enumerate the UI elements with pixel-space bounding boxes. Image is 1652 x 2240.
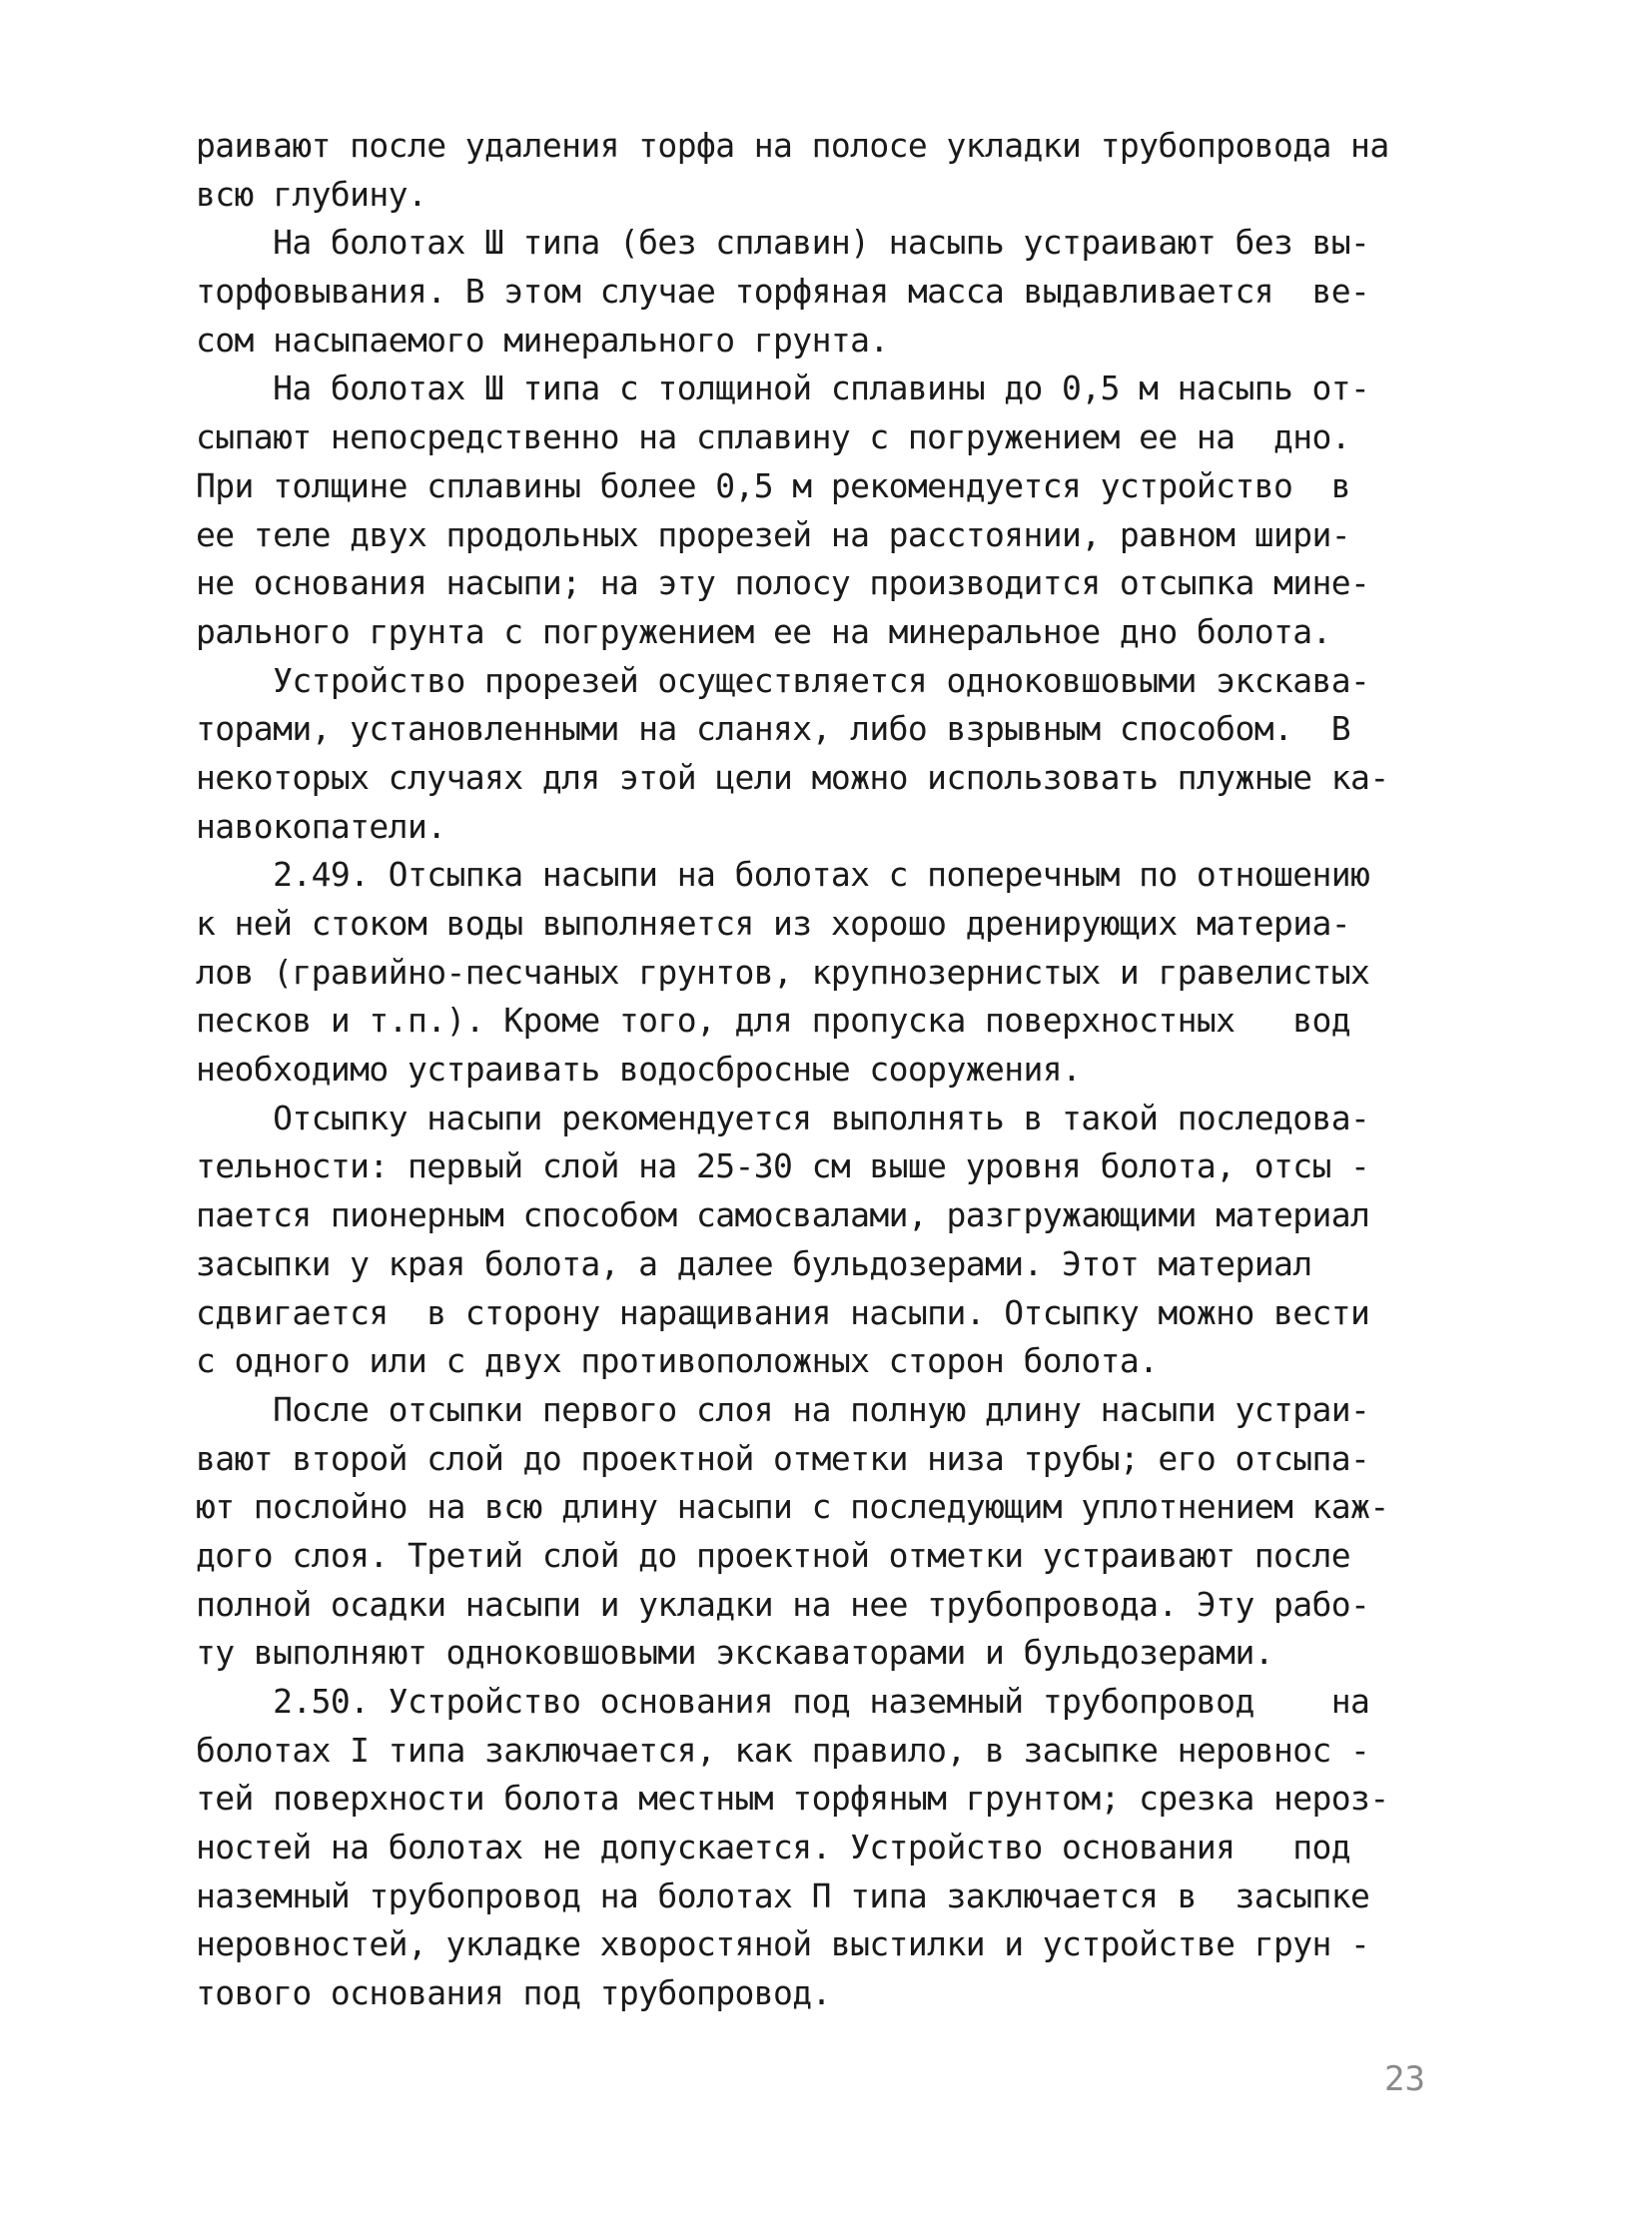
text-line: торфовывания. В этом случае торфяная масса выдавливается ве- bbox=[196, 272, 1370, 312]
text-line: ностей на болотах не допускается. Устройство основания под bbox=[196, 1828, 1351, 1867]
text-line: некоторых случаях для этой цели можно использовать плужные ка- bbox=[196, 757, 1389, 797]
text-line: тей поверхности болота местным торфяным грунтом; срезка нероз- bbox=[196, 1779, 1389, 1819]
text-line: засыпки у края болота, а далее бульдозерами. Этот материал bbox=[196, 1243, 1312, 1283]
text-line: тельности: первый слой на 25-30 см выше уровня болота, отсы - bbox=[196, 1146, 1370, 1186]
text-line: к ней стоком воды выполняется из хорошо дренирующих материа- bbox=[196, 904, 1351, 943]
text-line: с одного или с двух противоположных сторон болота. bbox=[196, 1341, 1159, 1381]
text-line: ее теле двух продольных прорезей на расстоянии, равном шири- bbox=[196, 514, 1351, 554]
text-line: тового основания под трубопровод. bbox=[196, 1973, 831, 2013]
text-line: всю глубину. bbox=[196, 174, 427, 214]
text-line: Отсыпку насыпи рекомендуется выполнять в такой последова- bbox=[196, 1098, 1370, 1137]
text-line: На болотах Ш типа с толщиной сплавины до 0,5 м насыпь от- bbox=[196, 369, 1370, 408]
text-line: После отсыпки первого слоя на полную длину насыпи устраи- bbox=[196, 1389, 1370, 1429]
text-line: пается пионерным способом самосвалами, разгружающими материал bbox=[196, 1195, 1370, 1235]
text-line: сдвигается в сторону наращивания насыпи. Отсыпку можно вести bbox=[196, 1292, 1370, 1332]
text-line: Устройство прорезей осуществляется одноковшовыми экскава- bbox=[196, 660, 1370, 700]
text-line: необходимо устраивать водосбросные сооружения. bbox=[196, 1050, 1082, 1090]
text-line: полной осадки насыпи и укладки на нее трубопровода. Эту рабо- bbox=[196, 1584, 1370, 1624]
text-line: сом насыпаемого минерального грунта. bbox=[196, 320, 889, 360]
text-line: 2.49. Отсыпка насыпи на болотах с поперечным по отношению bbox=[196, 855, 1370, 895]
text-line: вают второй слой до проектной отметки низа трубы; его отсыпа- bbox=[196, 1438, 1370, 1478]
text-line: рального грунта с погружением ее на минеральное дно болота. bbox=[196, 611, 1331, 651]
text-line: лов (гравийно-песчаных грунтов, крупнозернистых и гравелистых bbox=[196, 952, 1370, 992]
text-line: 2.50. Устройство основания под наземный трубопровод на bbox=[196, 1682, 1370, 1721]
body-text bbox=[196, 122, 1449, 2018]
text-line: На болотах Ш типа (без сплавин) насыпь устраивают без вы- bbox=[196, 223, 1370, 263]
text-line: наземный трубопровод на болотах П типа заключается в засыпке bbox=[196, 1875, 1370, 1915]
text-line: сыпают непосредственно на сплавину с погружением ее на дно. bbox=[196, 417, 1351, 457]
text-line: раивают после удаления торфа на полосе укладки трубопровода на bbox=[196, 126, 1389, 165]
text-line: неровностей, укладке хворостяной выстилки и устройстве грун - bbox=[196, 1924, 1370, 1964]
text-line: не основания насыпи; на эту полосу производится отсыпка мине- bbox=[196, 563, 1370, 603]
text-line: дого слоя. Третий слой до проектной отметки устраивают после bbox=[196, 1535, 1351, 1575]
page-number: 23 bbox=[1384, 2059, 1425, 2099]
text-line: песков и т.п.). Кроме того, для пропуска поверхностных вод bbox=[196, 1001, 1351, 1041]
text-line: ту выполняют одноковшовыми экскаваторами и бульдозерами. bbox=[196, 1633, 1273, 1673]
text-line: ют послойно на всю длину насыпи с последующим уплотнением каж- bbox=[196, 1487, 1389, 1527]
text-line: навокопатели. bbox=[196, 806, 446, 846]
text-line: При толщине сплавины более 0,5 м рекомендуется устройство в bbox=[196, 465, 1351, 505]
text-line: торами, установленными на сланях, либо взрывным способом. В bbox=[196, 709, 1351, 749]
text-line: болотах I типа заключается, как правило, в засыпке неровнос - bbox=[196, 1730, 1370, 1770]
